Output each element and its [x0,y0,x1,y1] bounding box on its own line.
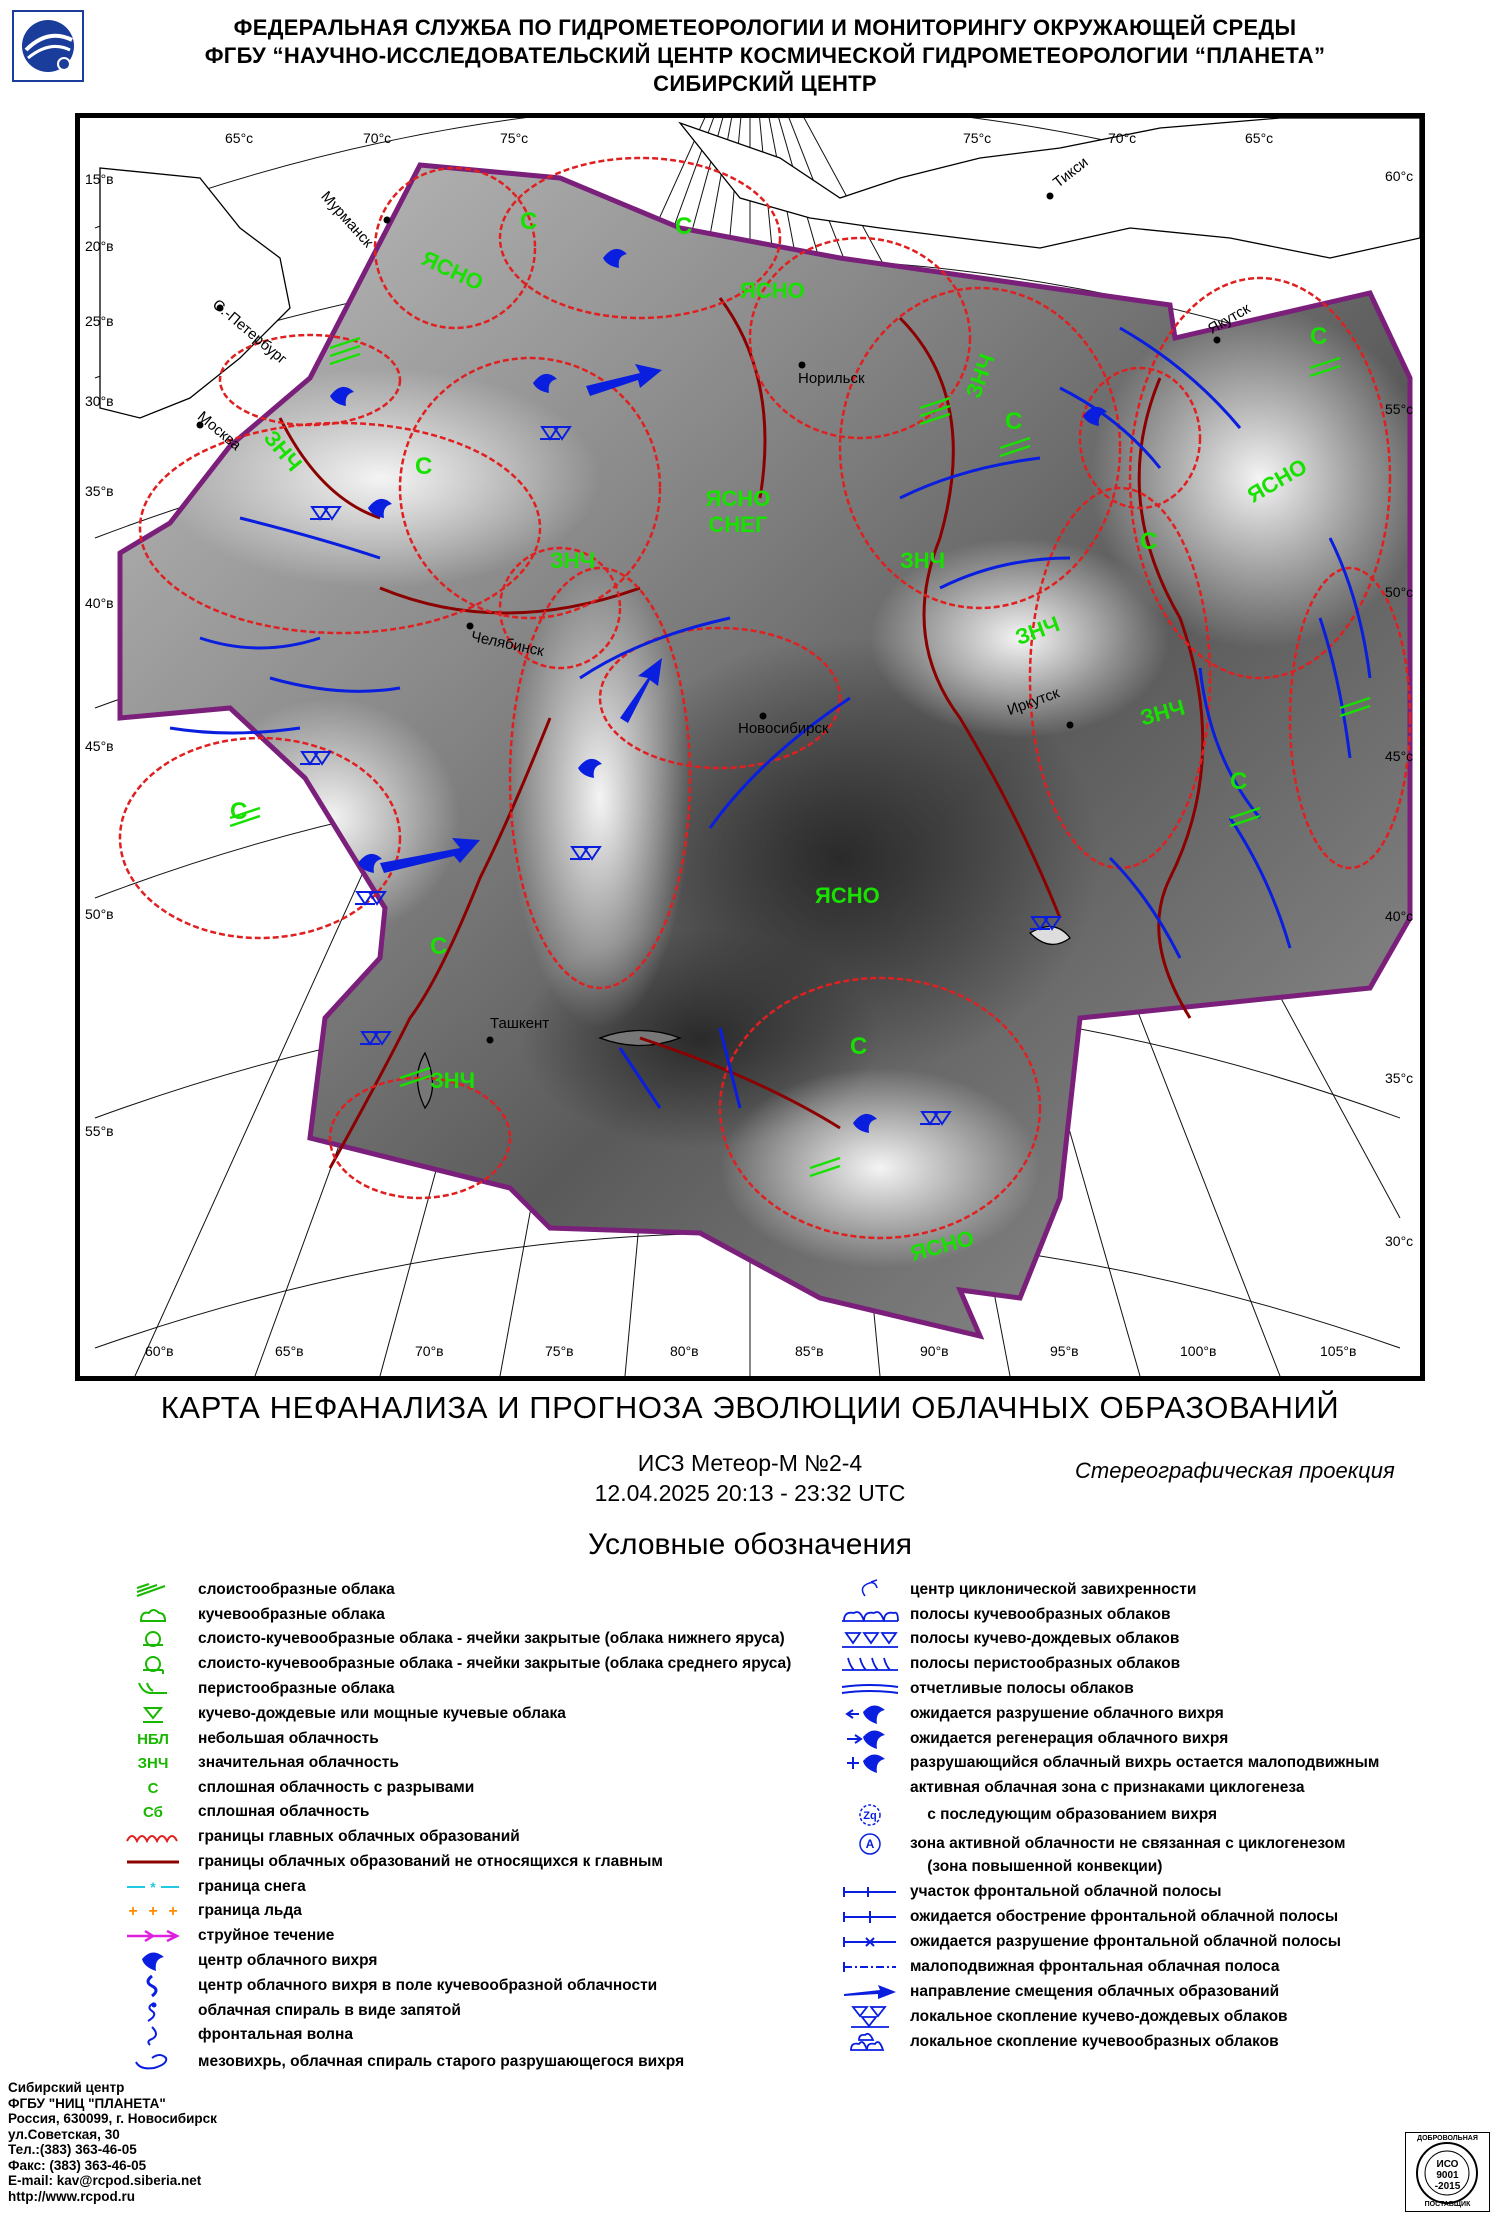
lon-label: 75°с [500,130,529,146]
lon-label: 105°в [1320,1343,1357,1359]
cloud-label: ЗНЧ [1137,694,1188,731]
lat-label: 20°в [85,238,114,254]
lat-label: 35°с [1385,1070,1414,1086]
legend-item: ЗНЧ значительная облачность [118,1751,399,1775]
lat-label: 50°с [1385,584,1414,600]
mesovortex-icon [118,2050,188,2074]
vortex-stationary-icon [840,1751,900,1775]
zq-icon [840,1803,900,1827]
s-symbol: С [147,1779,159,1797]
lon-label: 60°в [145,1343,174,1359]
contact-info: Сибирский центр ФГБУ "НИЦ "ПЛАНЕТА" Россия, 630099, г. Новосибирск ул.Советская, 30 Тел.:(383) 363-46-05 Факс: (383) 363-46-05 E-mail: kav@rcpod.siberia.net http://www.rcpod.ru [8,2080,217,2204]
cirriform-icon [118,1677,188,1701]
legend-heading: Условные обозначения [587,1528,913,1561]
cloud-label: ЗНЧ [550,548,596,573]
legend-item: НБЛ небольшая облачность [118,1727,379,1751]
legend-item: участок фронтальной облачной полосы [840,1880,1222,1904]
cloud-label: С [230,798,248,825]
city-label: Якутск [1205,300,1254,338]
lat-label: 40°с [1385,908,1414,924]
cloud-label: ЗНЧ [960,350,1000,402]
cloud-label: ЗНЧ [430,1068,476,1093]
legend-item: кучевообразные облака [118,1603,385,1627]
center-title: СИБИРСКИЙ ЦЕНТР [653,71,877,96]
cloud-label: С [1310,323,1328,350]
cloud-label: ЯСНО [740,278,805,303]
legend-item: центр циклонической завихренности [840,1578,1196,1602]
legend-item: слоистообразные облака [118,1578,395,1602]
lat-label: 60°с [1385,168,1414,184]
legend-item: Сб сплошная облачность [118,1800,369,1824]
vortex-cumulus-icon [118,1974,188,1998]
cumuliform-icon [118,1603,188,1627]
lon-label: 90°в [920,1343,949,1359]
sc-closed-low-icon [118,1627,188,1651]
website-link[interactable]: http://www.rcpod.ru [8,2188,135,2204]
planeta-logo [12,10,84,82]
legend-item: ожидается обострение фронтальной облачной полосы [840,1905,1338,1929]
observation-datetime: 12.04.2025 20:13 - 23:32 UTC [594,1480,906,1506]
legend-item: Zq с последующим образованием вихря [840,1803,1217,1827]
cyclonic-center-icon [840,1578,900,1602]
stratiform-icon [118,1578,188,1602]
cloud-label: С [1230,768,1248,795]
cloud-label: С [430,933,448,960]
frontal-wave-icon [118,2023,188,2047]
legend-item: границы главных облачных образований [118,1825,520,1849]
lat-label: 50°в [85,906,114,922]
legend-item: слоисто-кучевообразные облака - ячейки закрытые (облака среднего яруса) [118,1652,791,1676]
svg-text:Zq: Zq [863,1810,877,1822]
legend-item: мезовихрь, облачная спираль старого разрушающегося вихря [118,2050,684,2074]
lat-label: 45°в [85,738,114,754]
legend-item: центр облачного вихря в поле кучевообразной облачности [118,1974,657,1998]
city-label: Норильск [798,370,865,387]
legend-item: С сплошная облачность с разрывами [118,1776,474,1800]
city-label: Тикси [1050,153,1092,192]
cloud-label: ЗНЧ [258,425,308,477]
legend-item: центр облачного вихря [118,1949,377,1973]
city-label: Москва [194,408,245,454]
cloud-label: С [415,453,433,480]
lon-label: 75°в [545,1343,574,1359]
cb-bands-icon [840,1627,900,1651]
projection-label: Стереографическая проекция [1075,1458,1395,1483]
legend-item: ожидается регенерация облачного вихря [840,1727,1228,1751]
frontal-sharpen-icon [840,1905,900,1929]
legend-item: границы облачных образований не относящихся к главным [118,1850,663,1874]
vortex-decay-icon [840,1702,900,1726]
satellite-name: ИСЗ Метеор-М №2-4 [637,1450,863,1476]
lon-label: 70°с [1108,130,1137,146]
nephanalysis-map [75,113,1425,1381]
ice-boundary-icon [118,1899,188,1923]
vortex-regen-icon [840,1727,900,1751]
legend-item: облачная спираль в виде запятой [118,1999,461,2023]
snow-boundary-icon [118,1875,188,1899]
other-boundary-icon [118,1850,188,1874]
cloud-label: ЯСНО [1242,453,1312,508]
comma-spiral-icon [118,1999,188,2023]
legend-item: A зона активной облачности не связанная с циклогенезом [840,1832,1345,1856]
legend-item: ожидается разрушение фронтальной облачной полосы [840,1930,1341,1954]
legend-item: (зона повышенной конвекции) [910,1858,1163,1875]
legend-item: малоподвижная фронтальная облачная полоса [840,1955,1279,1979]
legend-item: кучево-дождевые или мощные кучевые облака [118,1702,566,1726]
legend-item: активная облачная зона с признаками циклогенеза [910,1779,1305,1796]
email-link[interactable]: E-mail: kav@rcpod.siberia.net [8,2173,202,2188]
iso-certificate-badge: ДОБРОВОЛЬНАЯ ИСО 9001 -2015 ПОСТАВЩИК [1405,2132,1490,2212]
ci-bands-icon [840,1652,900,1676]
vortex-center-icon [118,1949,188,1973]
legend-item: струйное течение [118,1924,334,1948]
cloud-label: ЯСНО [907,1225,977,1266]
lon-label: 70°в [415,1343,444,1359]
cloud-label: С [850,1033,868,1060]
lat-label: 40°в [85,595,114,611]
sb-symbol: Сб [143,1803,163,1821]
jet-stream-icon [118,1924,188,1948]
lat-label: 15°в [85,171,114,187]
cloud-label: С [675,213,693,240]
lat-label: 35°в [85,483,114,499]
cloud-label: ЯСНО СНЕГ [705,486,771,537]
legend-item: направление смещения облачных образований [840,1980,1279,2004]
znch-symbol: ЗНЧ [137,1754,169,1772]
cloud-label: С [1005,408,1023,435]
sc-closed-mid-icon [118,1652,188,1676]
legend-item: полосы перистообразных облаков [840,1652,1180,1676]
lat-label: 55°в [85,1123,114,1139]
lon-label: 70°с [363,130,392,146]
svg-text:+: + [128,1903,138,1920]
lon-label: 95°в [1050,1343,1079,1359]
city-label: Челябинск [469,628,546,661]
city-label: Ташкент [490,1015,550,1032]
motion-arrow-icon [840,1980,900,2004]
legend-item: ожидается разрушение облачного вихря [840,1702,1224,1726]
city-label: С.-Петербург [209,296,291,368]
frontal-band-icon [840,1880,900,1904]
distinct-bands-icon [840,1677,900,1701]
institute-title: ФГБУ “НАУЧНО-ИССЛЕДОВАТЕЛЬСКИЙ ЦЕНТР КОСМИЧЕСКОЙ ГИДРОМЕТЕОРОЛОГИИ “ПЛАНЕТА” [204,43,1326,68]
legend-item: полосы кучево-дождевых облаков [840,1627,1179,1651]
cb-cluster-icon [840,2005,900,2029]
a-icon [840,1832,900,1856]
lat-label: 55°с [1385,401,1414,417]
legend-item: полосы кучевообразных облаков [840,1603,1171,1627]
lon-label: 80°в [670,1343,699,1359]
lat-label: 30°в [85,393,114,409]
svg-text:*: * [150,1879,156,1895]
svg-text:A: A [865,1837,875,1851]
lon-label: 65°с [225,130,254,146]
frontal-stationary-icon [840,1955,900,1979]
lat-label: 30°с [1385,1233,1414,1249]
legend-item: локальное скопление кучевообразных облаков [840,2030,1279,2054]
agency-title: ФЕДЕРАЛЬНАЯ СЛУЖБА ПО ГИДРОМЕТЕОРОЛОГИИ И МОНИТОРИНГУ ОКРУЖАЮЩЕЙ СРЕДЫ [233,15,1297,40]
city-label: Новосибирск [738,720,829,737]
lon-label: 65°в [275,1343,304,1359]
cloud-label: ЯСНО [815,883,880,908]
cu-cluster-icon [840,2030,900,2054]
cloud-label: ЗНЧ [1011,611,1063,650]
frontal-decay-icon [840,1930,900,1954]
legend-item: + + + граница льда [118,1899,302,1923]
lon-label: 85°в [795,1343,824,1359]
cloud-label: ЯСНО [417,245,488,296]
map-title: КАРТА НЕФАНАЛИЗА И ПРОГНОЗА ЭВОЛЮЦИИ ОБЛАЧНЫХ ОБРАЗОВАНИЙ [160,1390,1340,1425]
lon-label: 65°с [1245,130,1274,146]
lon-label: 75°с [963,130,992,146]
svg-text:+: + [168,1903,178,1920]
cu-bands-icon [840,1603,900,1627]
legend-item: перистообразные облака [118,1677,395,1701]
legend-item: разрушающийся облачный вихрь остается малоподвижным [840,1751,1379,1775]
city-label: Иркутск [1005,684,1062,719]
cloud-label: С [1140,528,1158,555]
cloud-label: ЗНЧ [900,548,946,573]
lat-label: 25°в [85,313,114,329]
legend-item: * граница снега [118,1875,306,1899]
nbl-symbol: НБЛ [137,1730,169,1748]
lat-label: 45°с [1385,748,1414,764]
legend-item: локальное скопление кучево-дождевых облаков [840,2005,1288,2029]
legend-item: фронтальная волна [118,2023,353,2047]
main-boundary-icon [118,1825,188,1849]
city-label: Мурманск [317,188,377,251]
legend-item: слоисто-кучевообразные облака - ячейки закрытые (облака нижнего яруса) [118,1627,785,1651]
legend-item: отчетливые полосы облаков [840,1677,1134,1701]
cloud-label: С [520,208,538,235]
svg-text:+: + [148,1903,158,1920]
cumulonimbus-icon [118,1702,188,1726]
lon-label: 100°в [1180,1343,1217,1359]
